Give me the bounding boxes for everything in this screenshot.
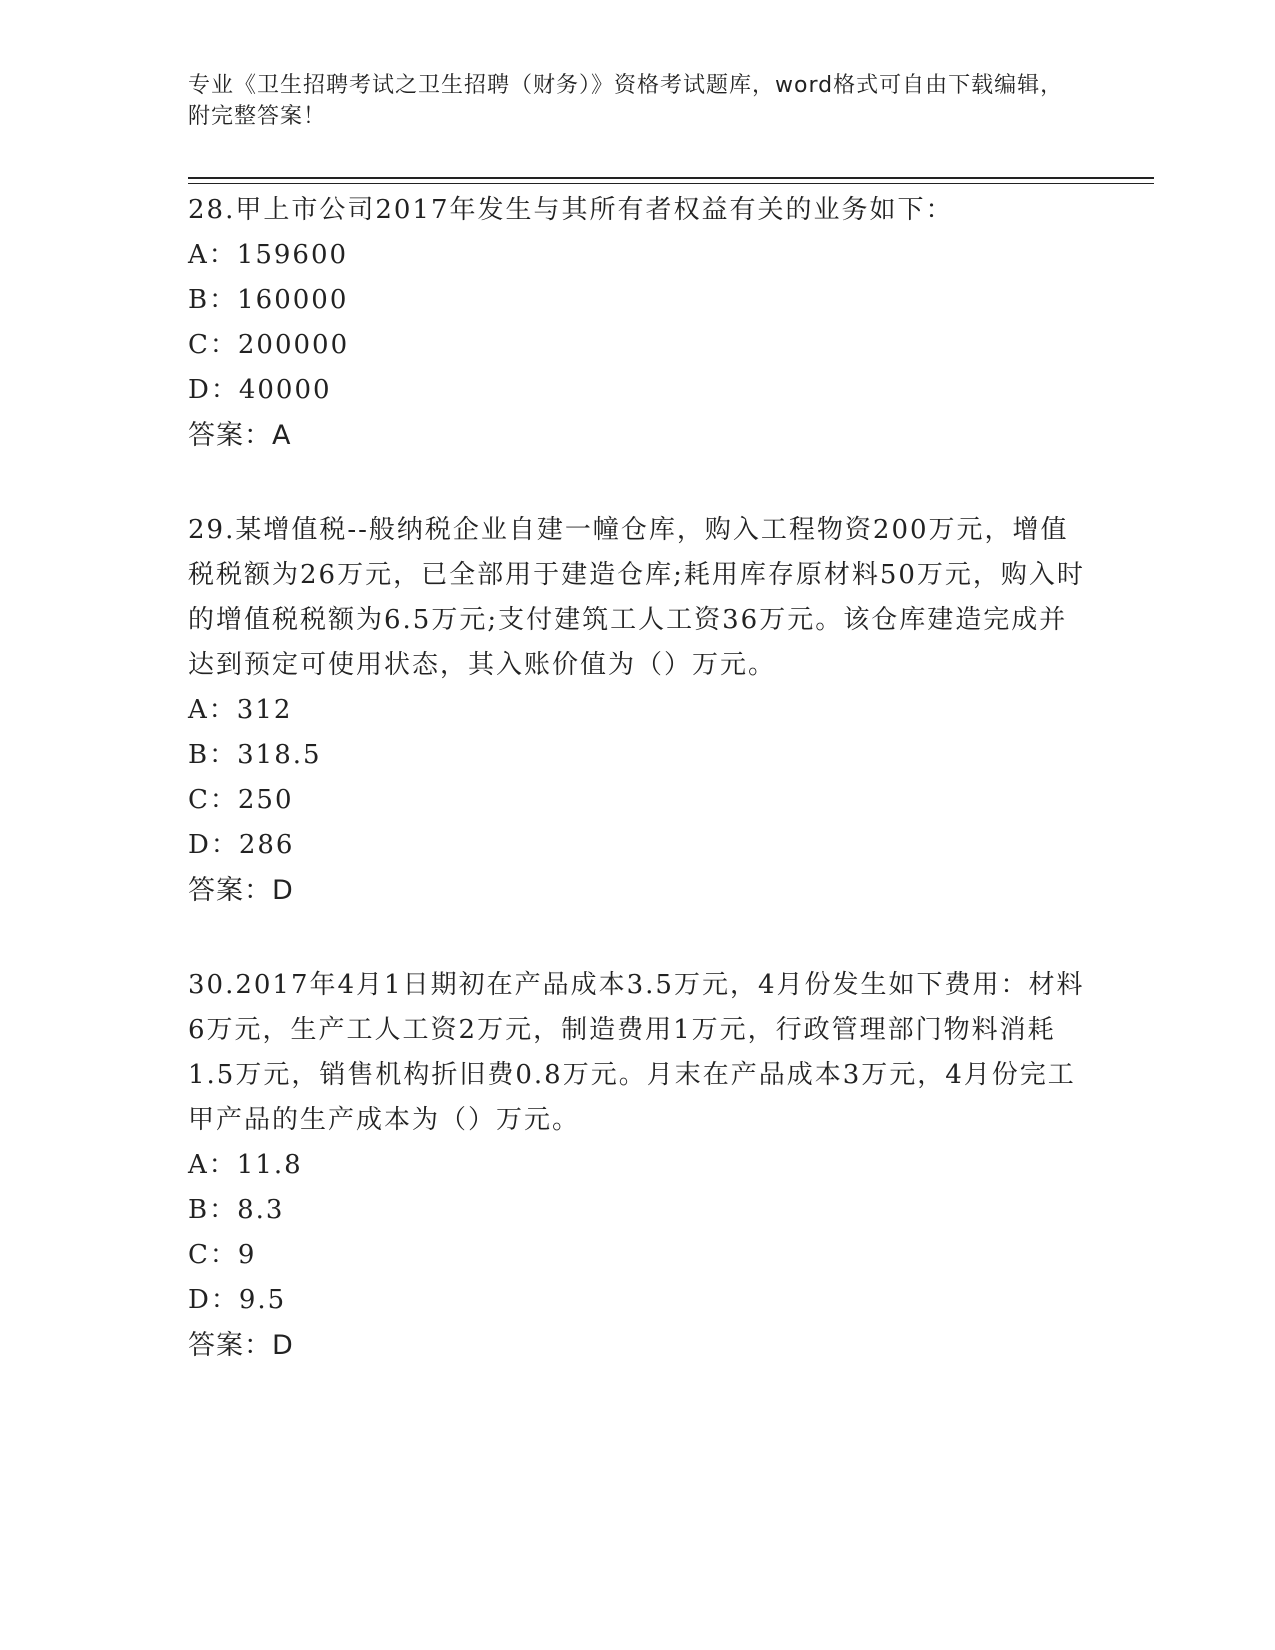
option-b: B：8.3: [188, 1195, 285, 1225]
answer: 答案：D: [188, 1330, 294, 1361]
option-c: C：200000: [188, 330, 350, 360]
question-stem: 30.2017年4月1日期初在产品成本3.5万元，4月份发生如下费用：材料6万元，生产工人工资2万元，制造费用1万元，行政管理部门物料消耗1.5万元，销售机构折旧费0.8万元。月末在产品成本3万元，4月份完工甲产品的生产成本为（）万元。: [188, 970, 1085, 1135]
option-b: B：160000: [188, 285, 349, 315]
answer: 答案：A: [188, 420, 292, 451]
question-stem: 29.某增值税--般纳税企业自建一幢仓库，购入工程物资200万元，增值税税额为26万元，已全部用于建造仓库;耗用库存原材料50万元，购入时的增值税税额为6.5万元;支付建筑工人工资36万元。该仓库建造完成并达到预定可使用状态，其入账价值为（）万元。: [188, 515, 1085, 680]
option-b: B：318.5: [188, 740, 322, 770]
question-30: [188, 963, 1088, 1368]
document-header: [188, 70, 1068, 132]
option-a: A：312: [188, 695, 293, 725]
header-divider: [188, 177, 1154, 179]
option-a: A：159600: [188, 240, 349, 270]
answer: 答案：D: [188, 875, 294, 906]
option-d: D：40000: [188, 375, 332, 405]
question-stem: 28.甲上市公司2017年发生与其所有者权益有关的业务如下：: [188, 195, 954, 225]
option-d: D：286: [188, 830, 295, 860]
option-c: C：250: [188, 785, 294, 815]
option-c: C：9: [188, 1240, 257, 1270]
option-d: D：9.5: [188, 1285, 287, 1315]
option-a: A：11.8: [188, 1150, 303, 1180]
header-text: 专业《卫生招聘考试之卫生招聘（财务）》资格考试题库，word格式可自由下载编辑，附完整答案！: [188, 73, 1064, 129]
header-divider-thin: [188, 183, 1154, 184]
question-29: [188, 508, 1088, 913]
question-28: [188, 188, 1088, 458]
